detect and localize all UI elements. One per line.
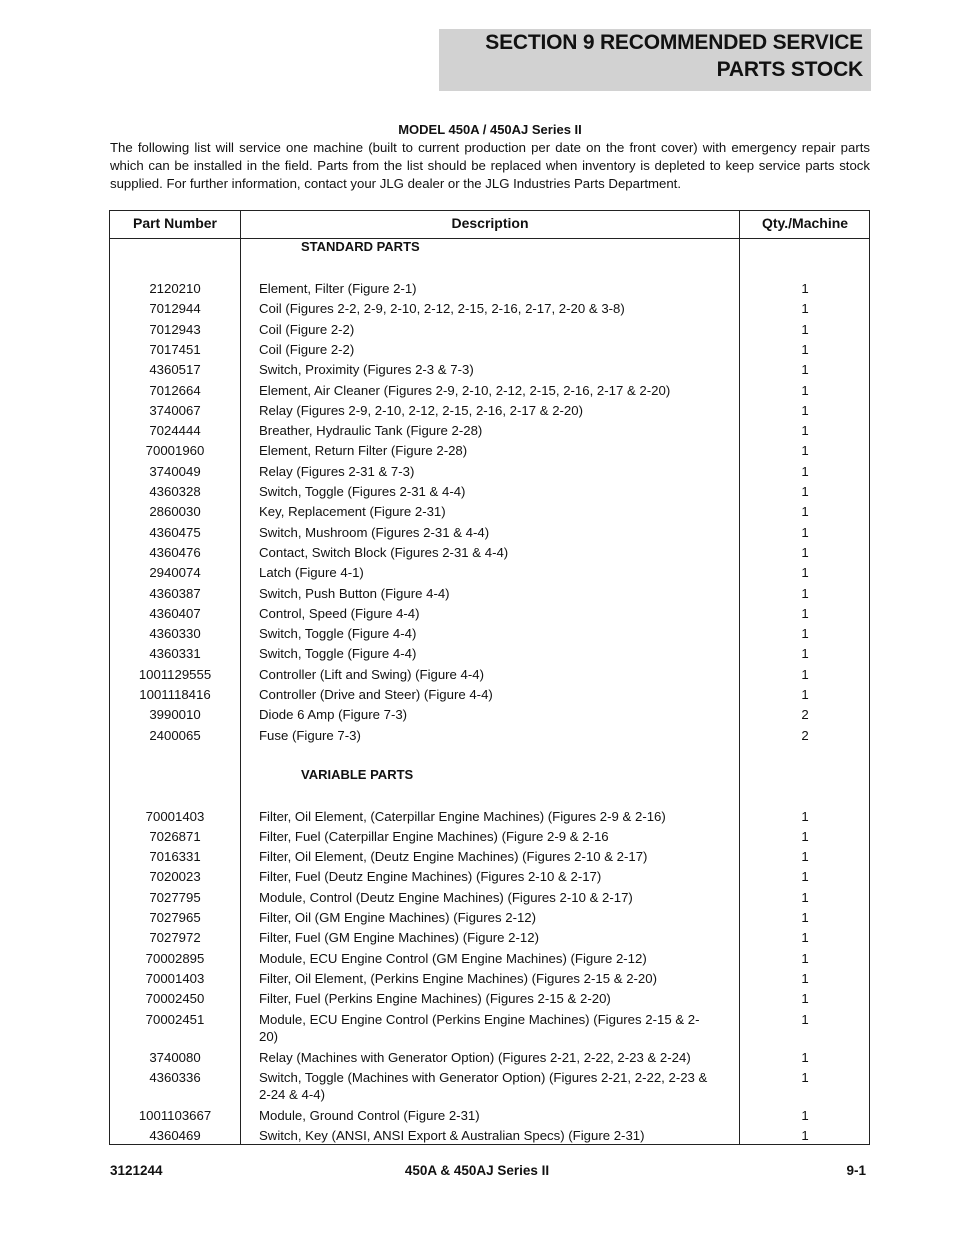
part-number-cell: 70001960 (145, 443, 205, 459)
footer-doc-number: 3121244 (110, 1163, 163, 1178)
description-cell: Switch, Key (ANSI, ANSI Export & Australian Specs) (Figure 2-31) (259, 1128, 645, 1144)
qty-cell: 1 (801, 930, 809, 946)
description-cell: Controller (Lift and Swing) (Figure 4-4) (259, 666, 485, 682)
section-header (439, 29, 871, 91)
description-cell: Controller (Drive and Steer) (Figure 4-4) (259, 687, 493, 702)
part-number-cell: 4360387 (149, 585, 201, 601)
qty-cell: 1 (801, 666, 809, 682)
qty-cell: 1 (801, 565, 809, 581)
qty-cell: 1 (801, 808, 809, 824)
part-number-cell: 7027972 (149, 930, 201, 946)
description-cell: Element, Air Cleaner (Figures 2-9, 2-10, 2-12, 2-15, 2-16, 2-17 & 2-20) (259, 382, 671, 398)
qty-cell: 1 (801, 484, 809, 499)
qty-cell: 1 (801, 991, 809, 1007)
description-cell: Filter, Fuel (Caterpillar Engine Machines) (Figure 2-9 & 2-16 (259, 828, 609, 844)
part-number-cell: 7016331 (149, 849, 201, 865)
description-cell: Key, Replacement (Figure 2-31) (259, 504, 446, 520)
qty-cell: 1 (801, 341, 809, 357)
part-number-cell: 2940074 (149, 565, 201, 581)
qty-cell: 1 (801, 970, 809, 986)
part-number-cell: 4360330 (149, 626, 201, 642)
part-number-cell: 7026871 (149, 828, 201, 844)
description-cell: Coil (Figure 2-2) (259, 321, 355, 337)
description-cell: Element, Return Filter (Figure 2-28) (259, 443, 468, 459)
description-cell: Switch, Toggle (Figure 4-4) (259, 626, 417, 642)
description-cell: Switch, Toggle (Figure 4-4) (259, 646, 417, 662)
intro-paragraph: The following list will service one machine (built to current production per date on the front cover) with emergency repair parts which can be installed in the field. Parts from the list should be replaced when inventory is depleted to keep service parts stock supplied. For further information, contact your JLG dealer or the JLG Industries Parts Department. (110, 140, 870, 191)
part-number-cell: 70001403 (145, 970, 205, 986)
part-number-cell: 3990010 (149, 707, 201, 723)
description-cell: Relay (Figures 2-31 & 7-3) (259, 463, 415, 479)
qty-cell: 1 (801, 1049, 809, 1065)
qty-cell: 1 (801, 1011, 809, 1027)
section-title-line1: SECTION 9 RECOMMENDED SERVICE (485, 31, 863, 54)
description-cell: Breather, Hydraulic Tank (Figure 2-28) (259, 423, 483, 439)
part-number-cell: 4360476 (149, 544, 201, 560)
part-number-cell: 1001118416 (139, 687, 211, 702)
qty-cell: 1 (801, 626, 809, 642)
part-number-cell: 70002450 (145, 991, 205, 1007)
qty-cell: 1 (801, 910, 809, 925)
qty-cell: 1 (801, 544, 809, 560)
description-cell: Module, ECU Engine Control (GM Engine Machines) (Figure 2-12) (259, 950, 647, 966)
part-number-cell: 4360407 (149, 605, 201, 621)
header-divider (110, 238, 869, 239)
part-number-cell: 3740080 (149, 1049, 201, 1065)
column-divider (240, 211, 241, 1144)
part-number-cell: 4360475 (149, 524, 201, 540)
qty-cell: 1 (801, 849, 809, 865)
description-cell: Latch (Figure 4-1) (259, 565, 364, 581)
header-description: Description (451, 215, 529, 231)
part-number-cell: 1001129555 (138, 666, 212, 682)
description-cell: Element, Filter (Figure 2-1) (259, 281, 417, 296)
description-cell: Filter, Oil (GM Engine Machines) (Figures 2-12) (259, 910, 537, 925)
part-number-cell: 4360517 (149, 362, 201, 378)
part-number-cell: 2860030 (149, 504, 201, 520)
description-cell: Relay (Machines with Generator Option) (Figures 2-21, 2-22, 2-23 & 2-24) (259, 1049, 691, 1065)
qty-cell: 1 (801, 423, 809, 439)
description-cell: Relay (Figures 2-9, 2-10, 2-12, 2-15, 2-16, 2-17 & 2-20) (259, 402, 583, 418)
qty-cell: 1 (801, 321, 809, 337)
part-number-cell: 7020023 (149, 869, 201, 885)
part-number-cell: 4360328 (149, 484, 201, 499)
description-cell: Switch, Mushroom (Figures 2-31 & 4-4) (259, 524, 490, 540)
description-cell: Filter, Oil Element, (Deutz Engine Machines) (Figures 2-10 & 2-17) (259, 849, 648, 865)
description-cell: Module, Ground Control (Figure 2-31) (259, 1107, 480, 1123)
part-number-cell: 3740067 (149, 402, 201, 418)
part-number-cell: 4360336 (149, 1069, 201, 1085)
qty-cell: 1 (801, 950, 809, 966)
part-number-cell: 1001103667 (138, 1107, 212, 1123)
part-number-cell: 4360331 (149, 646, 201, 662)
section-title-line2: PARTS STOCK (716, 58, 863, 81)
part-number-cell: 70002451 (145, 1011, 205, 1027)
qty-cell: 2 (801, 727, 809, 743)
qty-cell: 1 (801, 889, 809, 905)
qty-cell: 1 (801, 362, 809, 378)
qty-cell: 1 (801, 687, 809, 702)
qty-cell: 1 (801, 1107, 809, 1123)
header-part-number: Part Number (132, 215, 218, 231)
description-cell: Contact, Switch Block (Figures 2-31 & 4-4) (259, 544, 509, 560)
description-cell-continued: 2-24 & 4-4) (259, 1086, 325, 1102)
qty-cell: 1 (801, 646, 809, 662)
part-number-cell: 7024444 (149, 423, 201, 439)
description-cell-continued: 20) (259, 1028, 279, 1044)
part-number-cell: 70002895 (145, 950, 205, 966)
description-cell: Module, Control (Deutz Engine Machines) (Figures 2-10 & 2-17) (259, 889, 633, 905)
part-number-cell: 3740049 (149, 463, 201, 479)
qty-cell: 1 (801, 585, 809, 601)
qty-cell: 1 (801, 1069, 809, 1085)
description-cell: Filter, Oil Element, (Caterpillar Engine Machines) (Figures 2-9 & 2-16) (259, 808, 666, 824)
part-number-cell: 7012944 (149, 301, 201, 317)
part-number-cell: 7027795 (149, 889, 201, 905)
qty-cell: 1 (801, 504, 809, 520)
section-label: VARIABLE PARTS (301, 767, 414, 783)
qty-cell: 1 (801, 524, 809, 540)
description-cell: Switch, Push Button (Figure 4-4) (259, 585, 450, 601)
qty-cell: 1 (801, 281, 809, 296)
qty-cell: 1 (801, 382, 809, 398)
part-number-cell: 7017451 (149, 341, 201, 357)
description-cell: Filter, Fuel (Deutz Engine Machines) (Figures 2-10 & 2-17) (259, 869, 602, 885)
part-number-cell: 70001403 (145, 808, 205, 824)
qty-cell: 1 (801, 402, 809, 418)
model-heading: MODEL 450A / 450AJ Series II (398, 122, 582, 137)
part-number-cell: 7012664 (149, 382, 201, 398)
footer-model: 450A & 450AJ Series II (404, 1163, 550, 1178)
part-number-cell: 4360469 (149, 1128, 201, 1144)
description-cell: Filter, Oil Element, (Perkins Engine Machines) (Figures 2-15 & 2-20) (259, 970, 657, 986)
qty-cell: 1 (801, 301, 809, 317)
footer-page-number: 9-1 (846, 1163, 866, 1178)
part-number-cell: 2400065 (149, 727, 201, 743)
qty-cell: 1 (801, 605, 809, 621)
description-cell: Coil (Figure 2-2) (259, 341, 355, 357)
qty-cell: 1 (801, 443, 809, 459)
description-cell: Switch, Toggle (Figures 2-31 & 4-4) (259, 484, 466, 499)
qty-cell: 1 (801, 1128, 809, 1144)
description-cell: Switch, Proximity (Figures 2-3 & 7-3) (259, 362, 474, 378)
part-number-cell: 2120210 (149, 281, 201, 296)
description-cell: Coil (Figures 2-2, 2-9, 2-10, 2-12, 2-15, 2-16, 2-17, 2-20 & 3-8) (259, 301, 625, 317)
part-number-cell: 7012943 (149, 321, 201, 337)
description-cell: Diode 6 Amp (Figure 7-3) (259, 707, 408, 723)
qty-cell: 1 (801, 869, 809, 885)
parts-table (109, 210, 870, 1145)
qty-cell: 2 (801, 707, 809, 723)
header-qty: Qty./Machine (761, 215, 849, 231)
description-cell: Module, ECU Engine Control (Perkins Engine Machines) (Figures 2-15 & 2- (259, 1011, 700, 1027)
qty-cell: 1 (801, 828, 809, 844)
section-label: STANDARD PARTS (301, 239, 420, 254)
description-cell: Control, Speed (Figure 4-4) (259, 605, 420, 621)
qty-cell: 1 (801, 463, 809, 479)
description-cell: Fuse (Figure 7-3) (259, 727, 361, 743)
description-cell: Filter, Fuel (Perkins Engine Machines) (Figures 2-15 & 2-20) (259, 991, 611, 1007)
description-cell: Filter, Fuel (GM Engine Machines) (Figure 2-12) (259, 930, 539, 946)
description-cell: Switch, Toggle (Machines with Generator Option) (Figures 2-21, 2-22, 2-23 & (259, 1069, 708, 1085)
part-number-cell: 7027965 (149, 910, 201, 925)
